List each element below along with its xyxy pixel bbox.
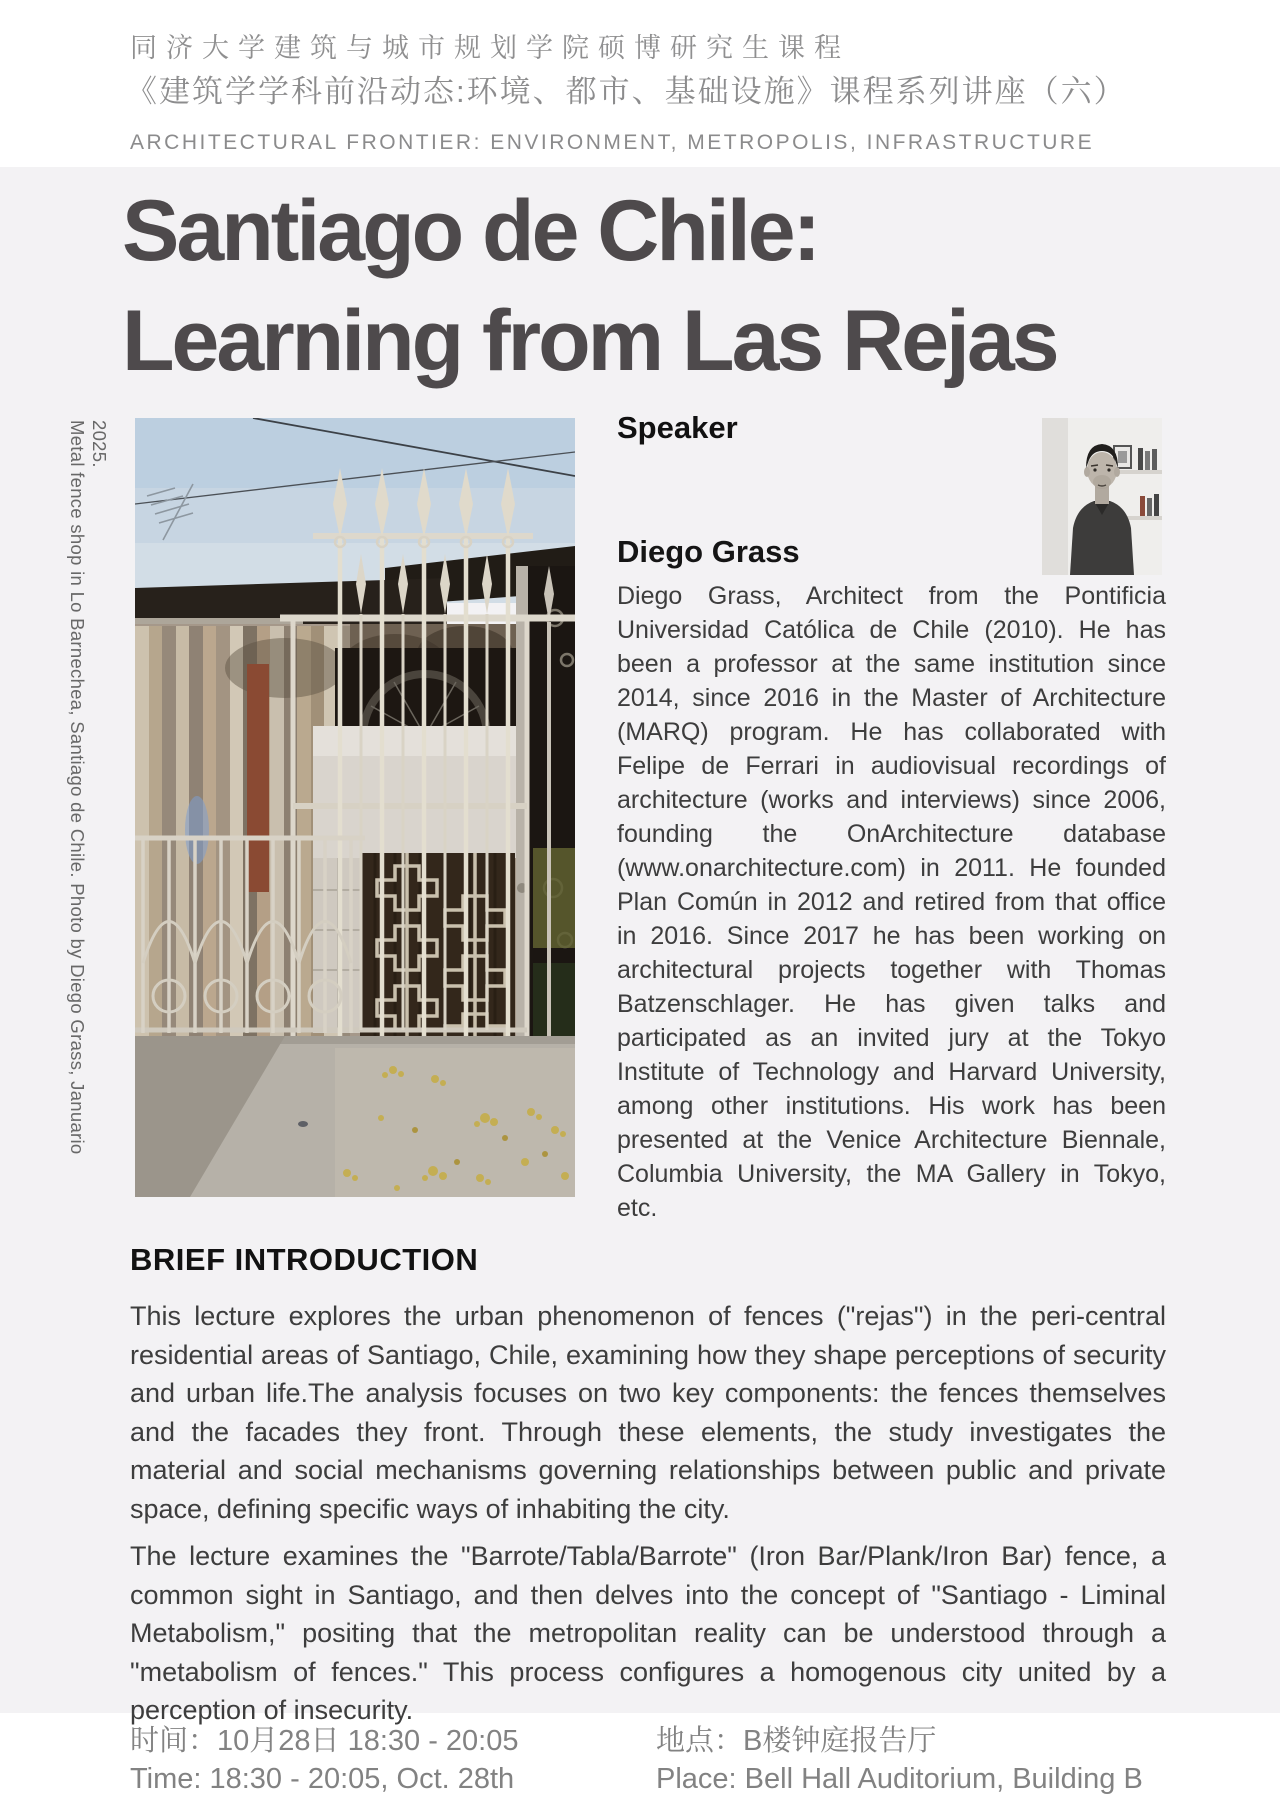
footer-place-en: Place: Bell Hall Auditorium, Building B: [656, 1763, 1143, 1795]
course-line-zh: 同济大学建筑与城市规划学院硕博研究生课程: [130, 33, 850, 63]
series-line-zh: 《建筑学学科前沿动态:环境、都市、基础设施》课程系列讲座（六）: [126, 74, 1127, 109]
footer-time-en: Time: 18:30 - 20:05, Oct. 28th: [130, 1763, 515, 1795]
fence-photo: [135, 418, 575, 1197]
footer-place: [656, 1722, 1143, 1798]
footer-place-zh: 地点：B楼钟庭报告厅: [656, 1725, 937, 1757]
speaker-photo: [1042, 418, 1162, 575]
intro-paragraph-2: The lecture examines the "Barrote/Tabla/Barrote" (Iron Bar/Plank/Iron Bar) fence, a common sight in Santiago, and then delves into the concept of "Santiago - Liminal Metabolism," positing that the metropolitan reality can be understood through a "metabolism of fences." This process configures a homogenous city united by a perception of insecurity.: [130, 1541, 1166, 1725]
footer-time: [130, 1722, 518, 1798]
intro-paragraph-1: This lecture explores the urban phenomenon of fences ("rejas") in the peri-central residential areas of Santiago, Chile, examining how they shape perceptions of security and urban life.The analysis focuses on two key components: the fences themselves and the facades they front. Through these elements, the study investigates the material and social mechanisms governing relationships between public and private space, defining specific ways of inhabiting the city.: [130, 1301, 1166, 1524]
speaker-name: Diego Grass: [617, 534, 800, 569]
lecture-title: [122, 176, 1222, 396]
photo-caption: Metal fence shop in Lo Barnechea, Santiago de Chile. Photo by Diego Grass, Januario 2025.: [67, 420, 110, 1155]
speaker-bio: Diego Grass, Architect from the Pontificia Universidad Católica de Chile (2010). He has been a professor at the same institution since 2014, since 2016 in the Master of Architecture (MARQ) program. He has collaborated with Felipe de Ferrari in audiovisual recordings of architecture (works and interviews) since 2006, founding the OnArchitecture database (www.onarchitecture.com) in 2011. He founded Plan Común in 2012 and retired from that office in 2016. Since 2017 he has been working on architectural projects together with Thomas Batzenschlager. He has given talks and participated as an invited jury at the Tokyo Institute of Technology and Harvard University, among other institutions. His work has been presented at the Venice Architecture Biennale, Columbia University, the MA Gallery in Tokyo, etc.: [617, 582, 1166, 1222]
lecture-title-line1: Santiago de Chile:: [122, 183, 819, 279]
series-line-en: ARCHITECTURAL FRONTIER: ENVIRONMENT, METROPOLIS, INFRASTRUCTURE: [130, 131, 1095, 154]
lecture-title-line2: Learning from Las Rejas: [122, 293, 1057, 389]
footer-time-zh: 时间：10月28日 18:30 - 20:05: [130, 1725, 519, 1757]
speaker-section-label: Speaker: [617, 410, 738, 445]
brief-introduction-heading: BRIEF INTRODUCTION: [130, 1242, 479, 1277]
